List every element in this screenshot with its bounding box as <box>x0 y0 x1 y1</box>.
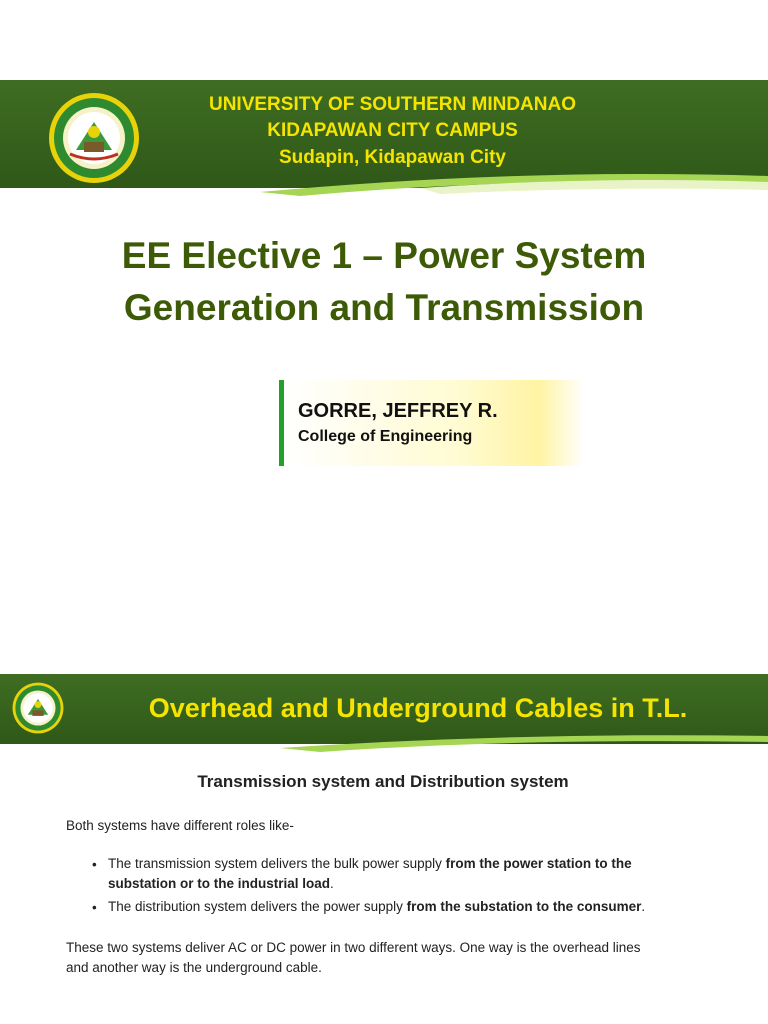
bullet-1 <box>108 854 708 894</box>
content-panel <box>58 758 708 1024</box>
paragraph-line1: These two systems deliver AC or DC power in two different ways. One way is the overhead lines <box>66 940 641 955</box>
paragraph <box>66 938 706 978</box>
panel-heading: Transmission system and Distribution system <box>197 772 569 791</box>
course-title-line2: Generation and Transmission <box>123 287 645 328</box>
intro-text: Both systems have different roles like- <box>66 818 294 833</box>
university-name: UNIVERSITY OF SOUTHERN MINDANAO <box>208 94 576 115</box>
bullet-1-plain: The transmission system delivers the bulk power supply <box>108 856 446 871</box>
author-name: GORRE, JEFFREY R. <box>298 400 498 422</box>
bullet-dot-2: • <box>92 900 97 915</box>
author-college: College of Engineering <box>298 428 473 445</box>
campus-name: KIDAPAWAN CITY CAMPUS <box>267 120 518 141</box>
bullet-2-bold: from the substation to the consumer <box>406 899 642 914</box>
author-box <box>279 380 584 466</box>
bullet-1-bold-b: substation or to the industrial load <box>108 876 331 891</box>
bullet-1-bold-a: from the power station to the <box>445 856 632 871</box>
campus-address: Sudapin, Kidapawan City <box>279 147 506 168</box>
bullet-2-end: . <box>641 899 646 914</box>
seal-icon-small <box>12 682 64 734</box>
course-title-line1: EE Elective 1 – Power System <box>121 235 647 276</box>
bullet-dot-1: • <box>92 857 97 872</box>
course-title <box>20 230 748 334</box>
paragraph-line2: and another way is the underground cable. <box>66 960 322 975</box>
title-slide <box>0 80 768 624</box>
bullet-2-plain: The distribution system delivers the power supply <box>108 899 407 914</box>
bullet-2 <box>108 897 708 917</box>
bullet-1-end: . <box>330 876 334 891</box>
slide-title: Overhead and Underground Cables in T.L. <box>148 693 688 723</box>
content-slide <box>0 674 768 1024</box>
university-seal-small <box>12 682 64 734</box>
